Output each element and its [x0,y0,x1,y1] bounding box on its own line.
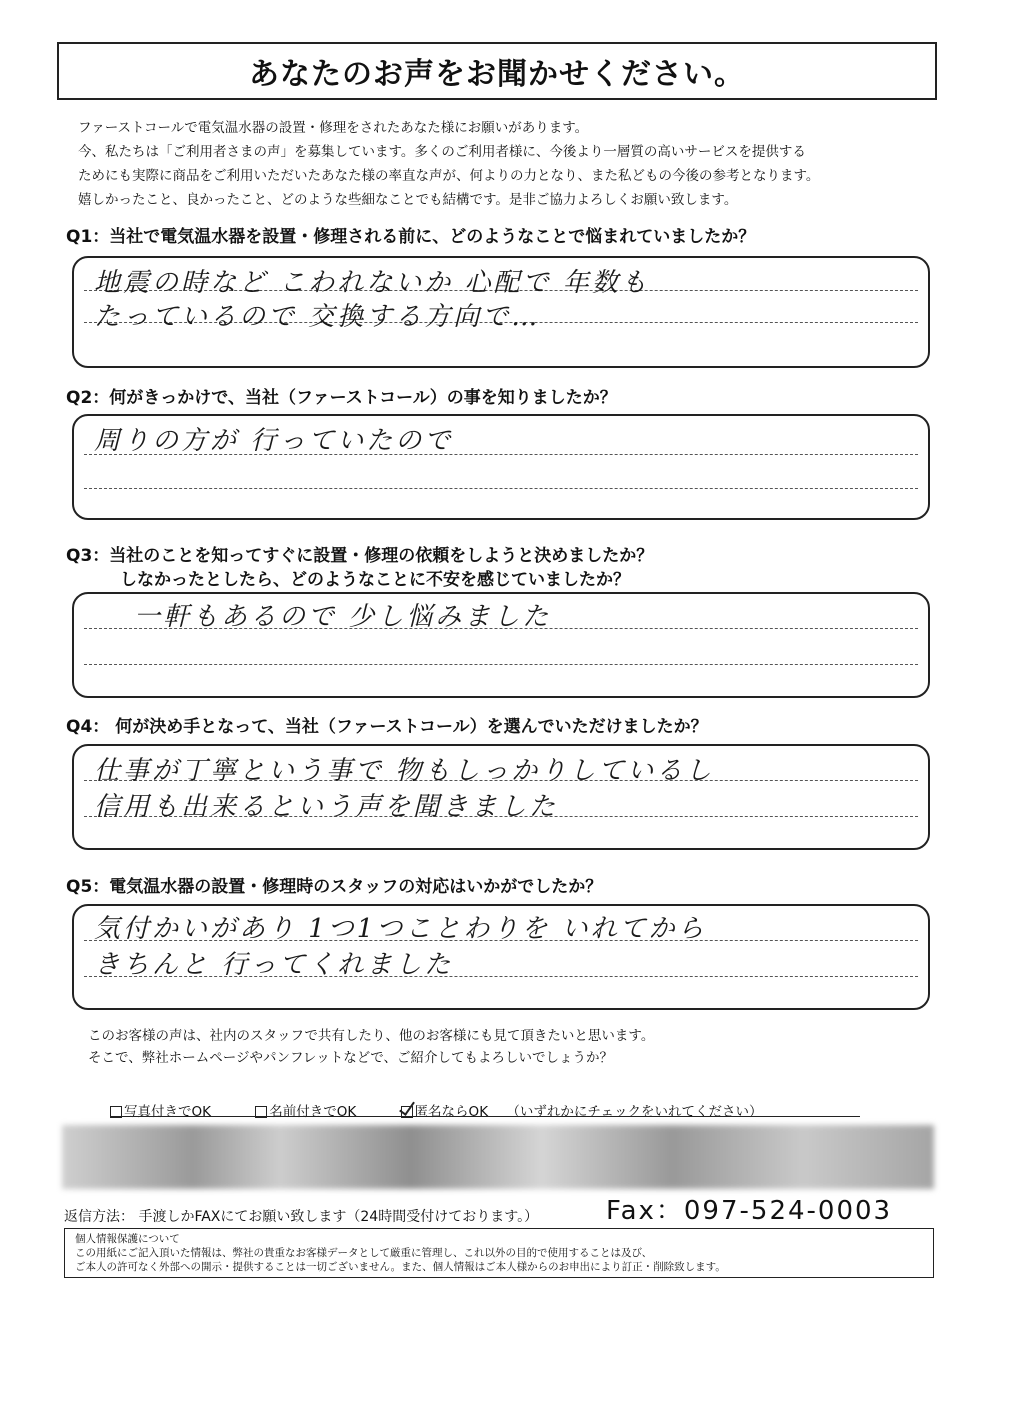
consent-options [110,1100,802,1120]
option-note: （いずれかにチェックをいれてください） [506,1104,763,1120]
title-box [57,42,937,100]
option-name[interactable]: 名前付きでOK [255,1104,356,1120]
answer-1-line-2: たっているので 交換する方向で… [94,302,541,332]
reply-method: 返信方法： 手渡しかFAXにてお願い致します（24時間受付けております。） [64,1209,539,1225]
option-photo[interactable]: 写真付きでOK [110,1104,211,1120]
question-3: Q3：当社のことを知ってすぐに設置・修理の依頼をしようと決めましたか？ [66,546,654,566]
question-4: Q4： 何が決め手となって、当社（ファーストコール）を選んでいただけましたか？ [66,717,708,737]
answer-5-line-1: 気付かいがあり 1つ1つことわりを いれてから [94,914,707,944]
question-2: Q2：何がきっかけで、当社（ファーストコール）の事を知りましたか？ [66,388,617,408]
answer-2-line-1: 周りの方が 行っていたので [94,426,454,456]
answer-3-line-1: 一軒もあるので 少し悩みました [134,602,552,632]
fax-number: Fax：097-524-0003 [606,1196,893,1226]
question-5: Q5：電気温水器の設置・修理時のスタッフの対応はいかがでしたか？ [66,877,603,897]
privacy-heading: 個人情報保護について [75,1233,180,1245]
answer-5-line-2: きちんと 行ってくれました [94,950,454,980]
intro-text [78,116,938,212]
answer-1-line-1: 地震の時など こわれないか 心配で 年数も [94,268,650,298]
divider [110,1116,860,1117]
question-3-sub: しなかったとしたら、どのようなことに不安を感じていましたか？ [120,570,630,590]
answer-box-4[interactable] [72,744,930,850]
blurred-signature [62,1125,934,1189]
answer-box-3[interactable] [72,592,930,698]
answer-box-1[interactable] [72,256,930,368]
answer-4-line-2: 信用も出来るという声を聞きました [94,792,559,822]
page-title: あなたのお声をお聞かせください。 [249,57,745,92]
intro-line: ファーストコールで電気温水器の設置・修理をされたあなた様にお願いがあります。 [78,120,589,136]
intro-line: 今、私たちは「ご利用者さまの声」を募集しています。多くのご利用者様に、今後より一層質の高いサービスを提供する [78,144,806,160]
privacy-notice [64,1228,934,1278]
answer-box-2[interactable] [72,414,930,520]
answer-4-line-1: 仕事が丁寧という事で 物もしっかりしているし [94,756,715,786]
privacy-line-2: ご本人の許可なく外部への開示・提供することは一切ございません。また、個人情報はご本人様からのお申出により訂正・削除致します。 [75,1261,726,1273]
share-text-2: そこで、弊社ホームページやパンフレットなどで、ご紹介してもよろしいでしょうか？ [88,1050,614,1066]
share-text-1: このお客様の声は、社内のスタッフで共有したり、他のお客様にも見て頂きたいと思います。 [88,1028,655,1044]
privacy-line-1: この用紙にご記入頂いた情報は、弊社の貴重なお客様データとして厳重に管理し、これ以外の目的で使用することは及び、 [75,1247,653,1259]
question-1: Q1：当社で電気温水器を設置・修理される前に、どのようなことで悩まれていましたか？ [66,227,756,247]
intro-line: 嬉しかったこと、良かったこと、どのような些細なことでも結構です。是非ご協力よろしくお願い致します。 [78,192,738,208]
intro-line: ためにも実際に商品をご利用いただいたあなた様の率直な声が、何よりの力となり、また私どもの今後の参考となります。 [78,168,820,184]
option-anonymous[interactable]: 匿名ならOK [401,1104,488,1120]
answer-box-5[interactable] [72,904,930,1010]
